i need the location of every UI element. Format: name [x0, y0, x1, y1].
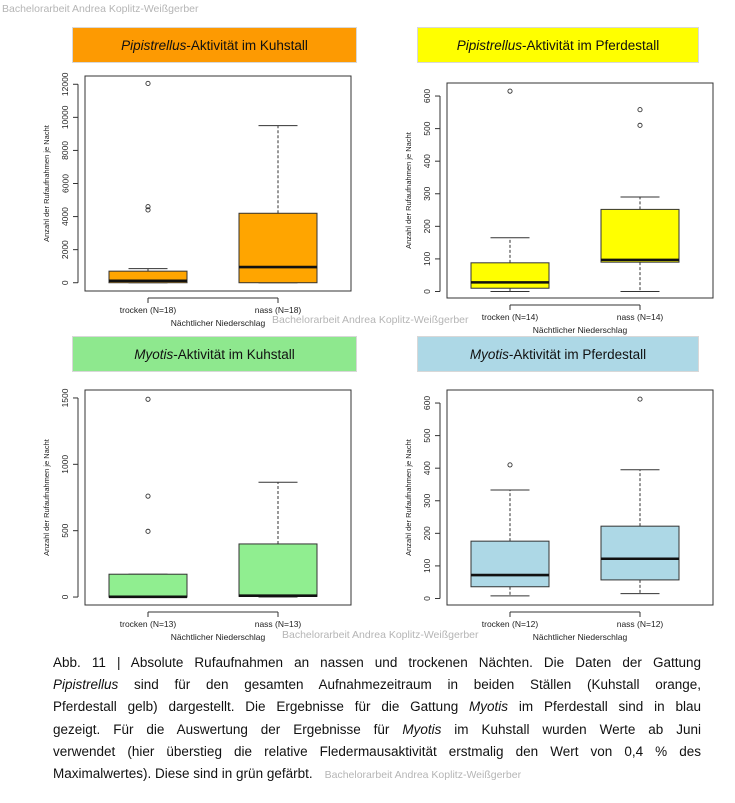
y-tick-label: 0 [60, 280, 71, 286]
watermark-top: Bachelorarbeit Andrea Koplitz-Weißgerber [2, 3, 199, 15]
y-tick-label: 8000 [60, 140, 71, 160]
y-tick-label: 100 [422, 251, 433, 267]
box-iqr [471, 541, 549, 587]
watermark-middle: Bachelorarbeit Andrea Koplitz-Weißgerber [272, 314, 469, 326]
y-tick-label: 400 [422, 154, 433, 169]
title-rest: -Aktivität im Kuhstall [173, 346, 295, 362]
title-genus: Pipistrellus [121, 37, 187, 53]
x-axis-label: Nächtlicher Niederschlag [170, 632, 266, 642]
panel-title-pipistrellus-pferdestall [417, 27, 699, 63]
caption-text: im Pferdestall sind in blau [508, 699, 701, 715]
y-tick-label: 500 [422, 121, 433, 136]
caption-text: im Kuhstall wurden Werte ab Juni [441, 721, 701, 737]
y-tick-label: 200 [422, 219, 433, 234]
caption-line [53, 696, 701, 718]
box-iqr [239, 544, 317, 596]
y-tick-label: 10000 [60, 105, 71, 130]
caption-genus: Myotis [402, 721, 442, 737]
y-axis-label: Anzahl der Rufaufnahmen je Nacht [403, 439, 413, 556]
caption-text: sind für den gesamten Aufnahmezeitraum in beiden Ställen (Kuhstall orange, [118, 677, 701, 693]
boxplot-pipistrellus-pferdestall [362, 73, 722, 333]
y-tick-label: 12000 [60, 72, 71, 97]
y-tick-label: 600 [422, 395, 433, 411]
caption-text: gezeigt. Für die Auswertung der Ergebnisse für [53, 721, 403, 737]
y-tick-label: 400 [422, 461, 433, 476]
box-iqr [601, 526, 679, 580]
watermark-lower: Bachelorarbeit Andrea Koplitz-Weißgerber [282, 629, 479, 641]
box-iqr [601, 209, 679, 262]
caption-line: verwendet (hier überstieg die relative Fledermausaktivität erstmalig den Wert von 0,4 % des [53, 743, 701, 759]
y-axis-label: Anzahl der Rufaufnahmen je Nacht [41, 439, 51, 556]
caption-text: Maximalwertes). Diese sind in grün gefärbt. [53, 766, 313, 782]
y-tick-label: 2000 [60, 240, 71, 260]
y-tick-label: 600 [422, 88, 433, 104]
y-tick-label: 0 [60, 594, 71, 600]
boxplot-pipistrellus-kuhstall [0, 66, 360, 326]
caption-line [53, 674, 701, 696]
outlier-point [146, 494, 150, 498]
y-tick-label: 4000 [60, 207, 71, 227]
x-tick-label: trocken (N=12) [481, 619, 539, 629]
y-tick-label: 1000 [60, 454, 71, 474]
panel-title-pipistrellus-kuhstall [72, 27, 357, 63]
x-axis-label: Nächtlicher Niederschlag [532, 325, 628, 335]
boxplot-myotis-pferdestall [362, 380, 722, 640]
caption-genus: Myotis [469, 699, 509, 715]
outlier-point [508, 89, 512, 93]
caption-genus: Pipistrellus [53, 677, 119, 693]
panel-title-myotis-kuhstall [72, 336, 357, 372]
y-tick-label: 1500 [60, 388, 71, 408]
y-tick-label: 300 [422, 493, 433, 508]
outlier-point [146, 81, 150, 85]
x-tick-label: nass (N=12) [616, 619, 664, 629]
panel-title-myotis-pferdestall [417, 336, 699, 372]
caption-line [53, 719, 701, 741]
y-axis-label: Anzahl der Rufaufnahmen je Nacht [403, 132, 413, 249]
x-tick-label: trocken (N=14) [481, 312, 539, 322]
y-axis-label: Anzahl der Rufaufnahmen je Nacht [41, 125, 51, 242]
title-rest: -Aktivität im Pferdestall [521, 37, 660, 53]
y-tick-label: 300 [422, 186, 433, 201]
watermark-caption: Bachelorarbeit Andrea Koplitz-Weißgerber [324, 769, 522, 782]
x-tick-label: nass (N=14) [616, 312, 664, 322]
x-tick-label: nass (N=13) [254, 619, 302, 629]
y-tick-label: 0 [422, 289, 433, 294]
y-tick-label: 6000 [60, 174, 71, 193]
x-axis-label: Nächtlicher Niederschlag [170, 318, 266, 328]
figure-caption [53, 652, 701, 786]
outlier-point [638, 123, 642, 127]
x-tick-label: trocken (N=18) [119, 305, 177, 315]
title-genus: Myotis [134, 346, 174, 362]
x-axis-label: Nächtlicher Niederschlag [532, 632, 628, 642]
outlier-point [638, 397, 642, 401]
y-tick-label: 100 [422, 558, 433, 574]
x-tick-label: nass (N=18) [254, 305, 302, 315]
title-genus: Myotis [469, 346, 509, 362]
outlier-point [638, 108, 642, 112]
caption-text: Pferdestall gelb) dargestellt. Die Ergebnisse für die Gattung [53, 699, 470, 715]
outlier-point [146, 397, 150, 401]
box-iqr [471, 263, 549, 288]
box-iqr [239, 213, 317, 282]
y-tick-label: 500 [60, 523, 71, 538]
box-iqr [109, 574, 187, 597]
title-rest: -Aktivität im Pferdestall [508, 346, 647, 362]
boxplot-myotis-kuhstall [0, 380, 360, 640]
title-rest: -Aktivität im Kuhstall [186, 37, 308, 53]
outlier-point [146, 529, 150, 533]
outlier-point [508, 463, 512, 467]
x-tick-label: trocken (N=13) [119, 619, 177, 629]
caption-line: Abb. 11 | Absolute Rufaufnahmen an nassen und trockenen Nächten. Die Daten der Gattung [53, 655, 701, 670]
y-tick-label: 0 [422, 596, 433, 601]
y-tick-label: 500 [422, 428, 433, 443]
y-tick-label: 200 [422, 526, 433, 541]
title-genus: Pipistrellus [456, 37, 522, 53]
caption-line [53, 763, 701, 786]
